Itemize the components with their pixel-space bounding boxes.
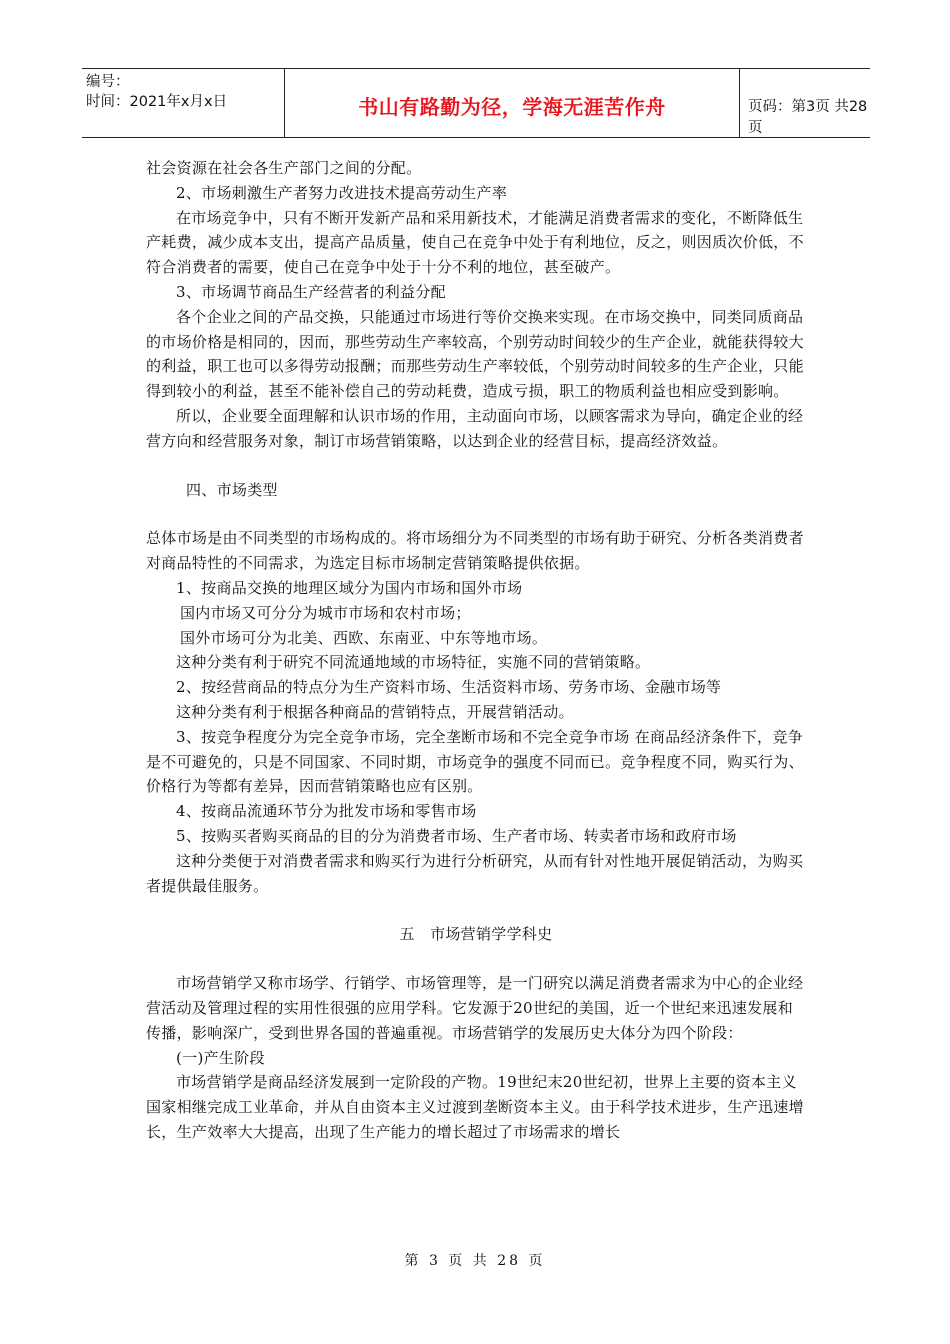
paragraph: 3、按竞争程度分为完全竞争市场，完全垄断市场和不完全竞争市场 在商品经济条件下，竞争是不可避免的，只是不同国家、不同时期，市场竞争的强度不同而已。竞争程度不同，购买行为、价格行为等都有差异，因而营销策略也应有区别。: [146, 727, 804, 796]
spacer: [146, 502, 806, 526]
document-number-label: 编号：: [86, 74, 130, 90]
paragraph: 社会资源在社会各生产部门之间的分配。: [146, 159, 422, 177]
section-heading: 五 市场营销学学科史: [399, 925, 553, 944]
paragraph: 这种分类有利于研究不同流通地域的市场特征，实施不同的营销策略。: [176, 653, 651, 672]
page-header: [82, 68, 870, 138]
paragraph: 2、市场刺激生产者努力改进技术提高劳动生产率: [176, 183, 508, 202]
spacer: [146, 454, 806, 478]
page-footer: 第 3 页 共 28 页: [404, 1253, 546, 1269]
paragraph: 市场营销学又称市场学、行销学、市场管理等，是一门研究以满足消费者需求为中心的企业经营活动及管理过程的实用性很强的应用学科。它发源于20世纪的美国，近一个世纪来迅速发展和传播，影响深广，受到世界各国的普遍重视。市场营销学的发展历史大体分为四个阶段：: [146, 974, 804, 1042]
paragraph: 4、按商品流通环节分为批发市场和零售市场: [176, 802, 477, 821]
header-meta: [82, 69, 284, 137]
paragraph: 1、按商品交换的地理区域分为国内市场和国外市场: [176, 578, 523, 597]
section-heading: 四、市场类型: [186, 480, 278, 499]
spacer: [146, 898, 806, 922]
paragraph: (一)产生阶段: [176, 1048, 265, 1067]
paragraph: 5、按购买者购买商品的目的分为消费者市场、生产者市场、转卖者市场和政府市场: [176, 826, 737, 845]
paragraph: 市场营销学是商品经济发展到一定阶段的产物。19世纪末20世纪初，世界上主要的资本主义国家相继完成工业革命，并从自由资本主义过渡到垄断资本主义。由于科学技术进步，生产迅速增长，生产效率大大提高，出现了生产能力的增长超过了市场需求的增长: [146, 1073, 804, 1141]
document-date-label: 时间：2021年x月x日: [86, 94, 228, 110]
paragraph: 这种分类便于对消费者需求和购买行为进行分析研究，从而有针对性地开展促销活动，为购买者提供最佳服务。: [146, 851, 804, 895]
paragraph: 3、市场调节商品生产经营者的利益分配: [176, 282, 446, 301]
paragraph: 国内市场又可分分为城市市场和农村市场；: [180, 603, 471, 622]
paragraph: 这种分类有利于根据各种商品的营销特点，开展营销活动。: [176, 702, 574, 721]
paragraph: 在市场竞争中，只有不断开发新产品和采用新技术，才能满足消费者需求的变化，不断降低生产耗费，减少成本支出，提高产品质量，使自己在竞争中处于有利地位，反之，则因质次价低，不符合消费者的需要，使自己在竞争中处于十分不利的地位，甚至破产。: [146, 208, 804, 277]
header-motto-cell: [284, 69, 740, 137]
document-body: [146, 156, 806, 1145]
header-motto: 书山有路勤为径，学海无涯苦作舟: [358, 95, 666, 119]
paragraph: 所以，企业要全面理解和认识市场的作用，主动面向市场，以顾客需求为导向，确定企业的经营方向和经营服务对象，制订市场营销策略，以达到企业的经营目标，提高经济效益。: [146, 406, 804, 450]
paragraph: 2、按经营商品的特点分为生产资料市场、生活资料市场、劳务市场、金融市场等: [176, 678, 722, 697]
paragraph: 总体市场是由不同类型的市场构成的。将市场细分为不同类型的市场有助于研究、分析各类消费者对商品特性的不同需求，为选定目标市场制定营销策略提供依据。: [146, 529, 804, 573]
paragraph: 国外市场可分为北美、西欧、东南亚、中东等地市场。: [180, 628, 548, 647]
spacer: [146, 947, 806, 971]
header-page-number: 页码：第3页 共28页: [748, 99, 868, 136]
paragraph: 各个企业之间的产品交换，只能通过市场进行等价交换来实现。在市场交换中，同类同质商品的市场价格是相同的，因而，那些劳动生产率较高，个别劳动时间较少的生产企业，就能获得较大的利益，职工也可以多得劳动报酬；而那些劳动生产率较低，个别劳动时间较多的生产企业，只能得到较小的利益，甚至不能补偿自己的劳动耗费，造成亏损，职工的物质利益也相应受到影响。: [146, 307, 804, 401]
